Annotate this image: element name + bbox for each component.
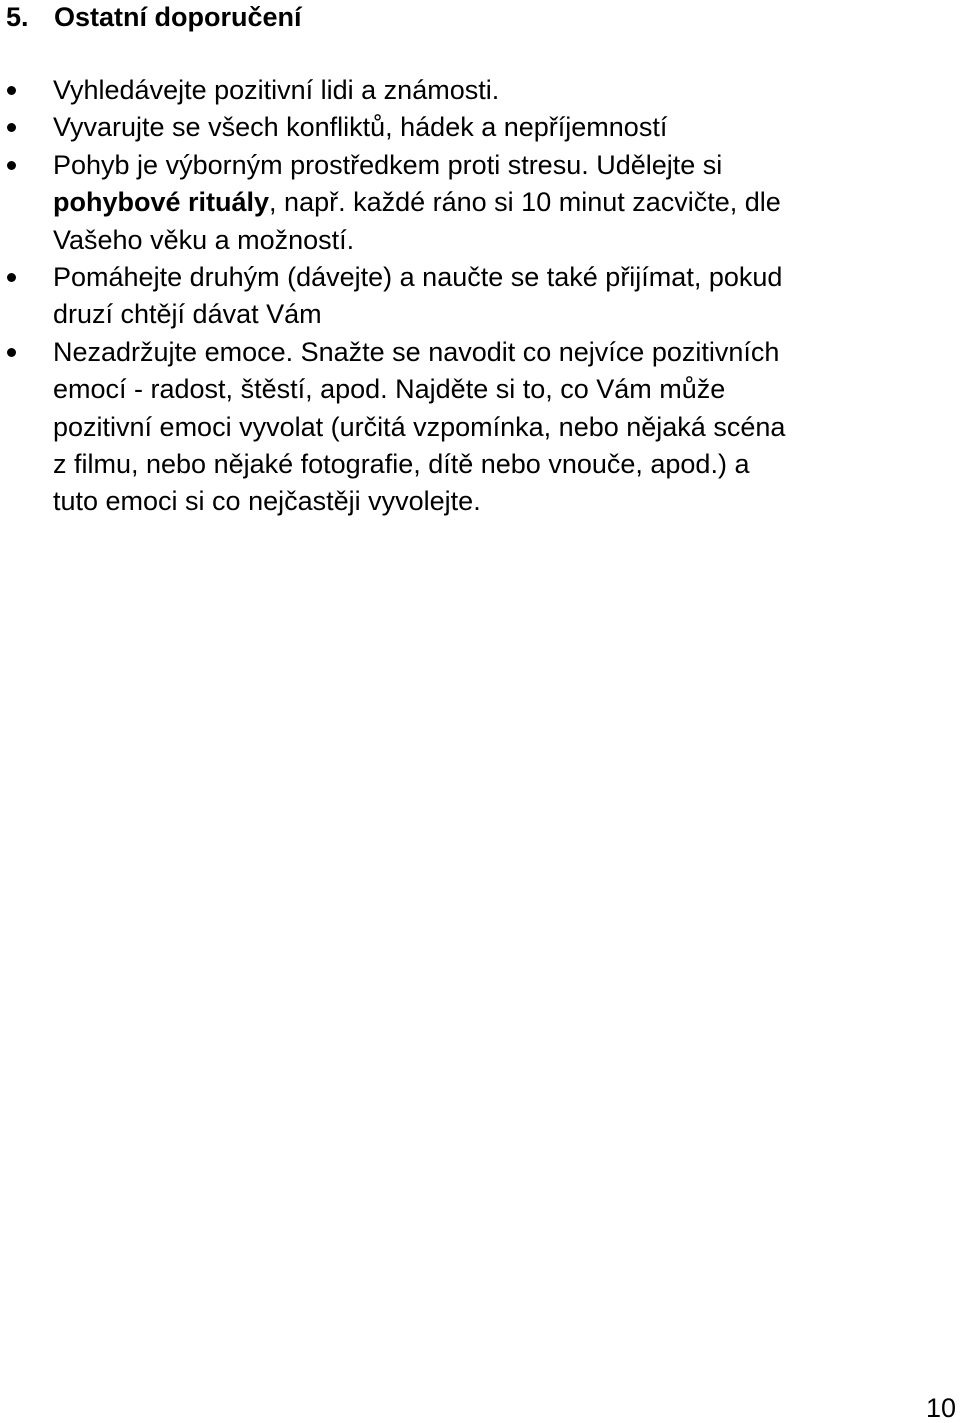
list-item — [0, 147, 960, 259]
section-heading — [6, 0, 302, 34]
list-item-text: Pohyb je výborným prostředkem proti stresu. Udělejte si — [53, 149, 723, 180]
bullet-icon — [7, 86, 16, 95]
bullet-icon — [7, 161, 16, 170]
bullet-icon — [7, 123, 16, 132]
list-item-text: Nezadržujte emoce. Snažte se navodit co nejvíce pozitivních — [53, 336, 780, 367]
list-item — [0, 259, 960, 334]
recommendation-list — [0, 72, 960, 521]
section-number: 5. — [6, 2, 29, 32]
list-item-text-continued: , např. každé ráno si 10 minut zacvičte, dle — [269, 187, 781, 218]
list-item-text — [53, 184, 950, 221]
list-item-text: Vyvarujte se všech konfliktů, hádek a nepříjemností — [53, 112, 668, 143]
page-number: 10 — [925, 1393, 956, 1423]
list-item-text: Vyhledávejte pozitivní lidi a známosti. — [53, 75, 500, 105]
list-item — [0, 334, 960, 521]
list-item — [0, 72, 960, 109]
section-title: Ostatní doporučení — [54, 2, 302, 32]
list-item-text: pozitivní emoci vyvolat (určitá vzpomínka, nebo nějaká scéna — [53, 411, 786, 442]
list-item-text: emocí - radost, štěstí, apod. Najděte si to, co Vám může — [53, 374, 726, 405]
list-item-text: Pomáhejte druhým (dávejte) a naučte se také přijímat, pokud — [53, 262, 783, 293]
bullet-icon — [7, 273, 16, 282]
list-item-text: Vašeho věku a možností. — [53, 224, 355, 255]
list-item-text: z filmu, nebo nějaké fotografie, dítě nebo vnouče, apod.) a — [53, 449, 750, 480]
list-item-text: tuto emoci si co nejčastěji vyvolejte. — [53, 486, 481, 517]
emphasized-text: pohybové rituály — [53, 187, 270, 218]
bullet-icon — [7, 348, 16, 357]
list-item-text: druzí chtějí dávat Vám — [53, 299, 322, 330]
list-item — [0, 109, 960, 146]
